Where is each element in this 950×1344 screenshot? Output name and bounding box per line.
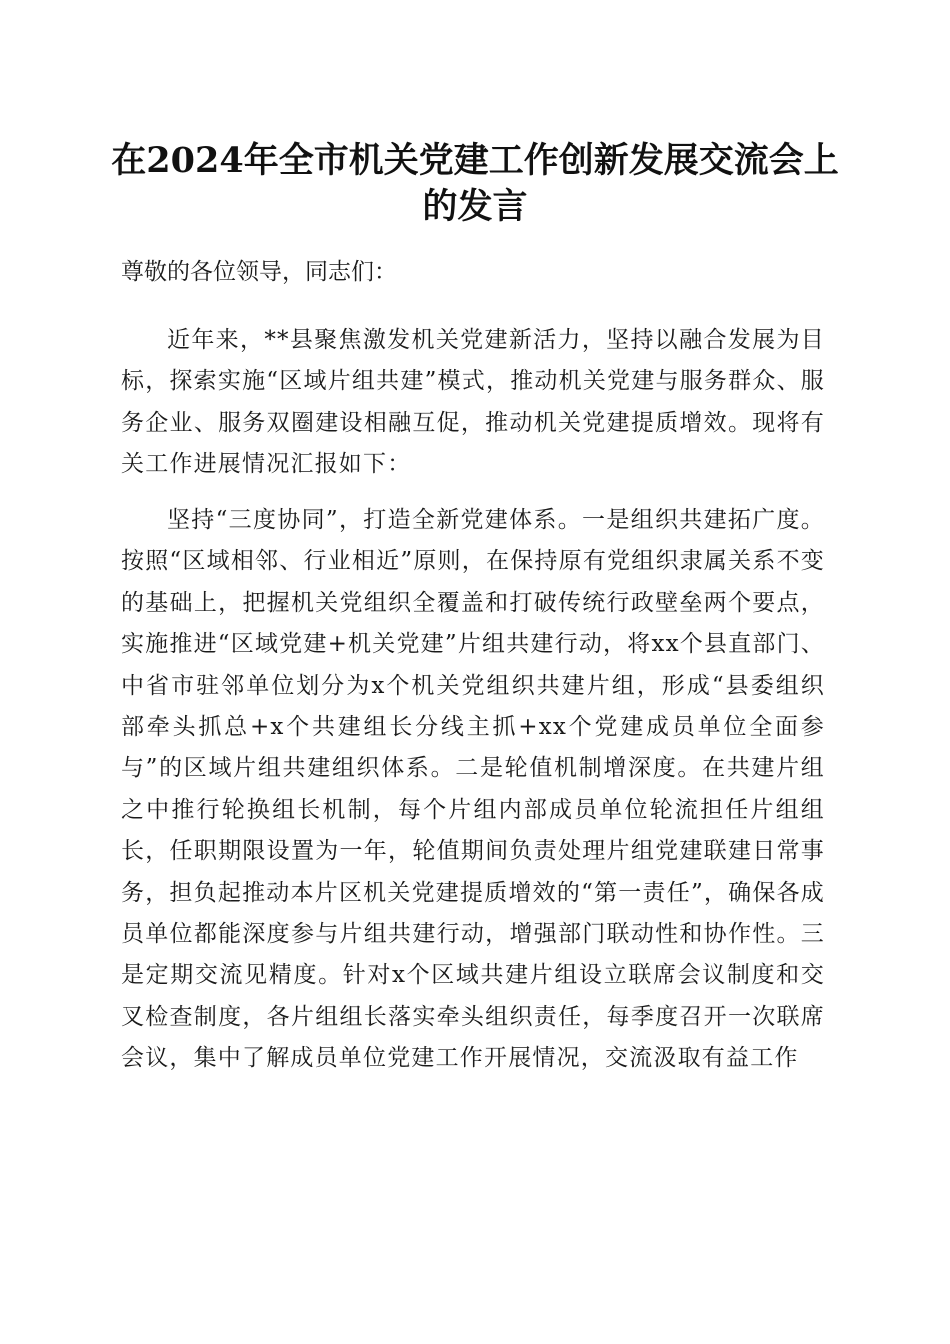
document-title: 在2024年全市机关党建工作创新发展交流会上的发言 — [111, 140, 839, 227]
paragraph-three-degrees — [121, 500, 825, 1080]
paragraph-intro — [121, 320, 825, 486]
salutation: 尊敬的各位领导，同志们： — [121, 259, 397, 285]
paragraph-text: 坚持“三度协同”，打造全新党建体系。一是组织共建拓广度。按照“区域相邻、行业相近”原则，在保持原有党组织隶属关系不变的基础上，把握机关党组织全覆盖和打破传统行政壁垒两个要点，实施推进“区域党建+机关党建”片组共建行动，将xx个县直部门、中省市驻邻单位划分为x个机关党组织共建片组，形成“县委组织部牵头抓总+x个共建组长分线主抓+xx个党建成员单位全面参与”的区域片组共建组织体系。二是轮值机制增深度。在共建片组之中推行轮换组长机制，每个片组内部成员单位轮流担任片组组长，任职期限设置为一年，轮值期间负责处理片组党建联建日常事务，担负起推动本片区机关党建提质增效的“第一责任”，确保各成员单位都能深度参与片组共建行动，增强部门联动性和协作性。三是定期交流见精度。针对x个区域共建片组设立联席会议制度和交叉检查制度，各片组组长落实牵头组织责任，每季度召开一次联席会议，集中了解成员单位党建工作开展情况，交流汲取有益工作 — [121, 507, 825, 1072]
paragraph-text: 近年来，**县聚焦激发机关党建新活力，坚持以融合发展为目标，探索实施“区域片组共建”模式，推动机关党建与服务群众、服务企业、服务双圈建设相融互促，推动机关党建提质增效。现将有关工作进展情况汇报如下： — [121, 327, 825, 478]
